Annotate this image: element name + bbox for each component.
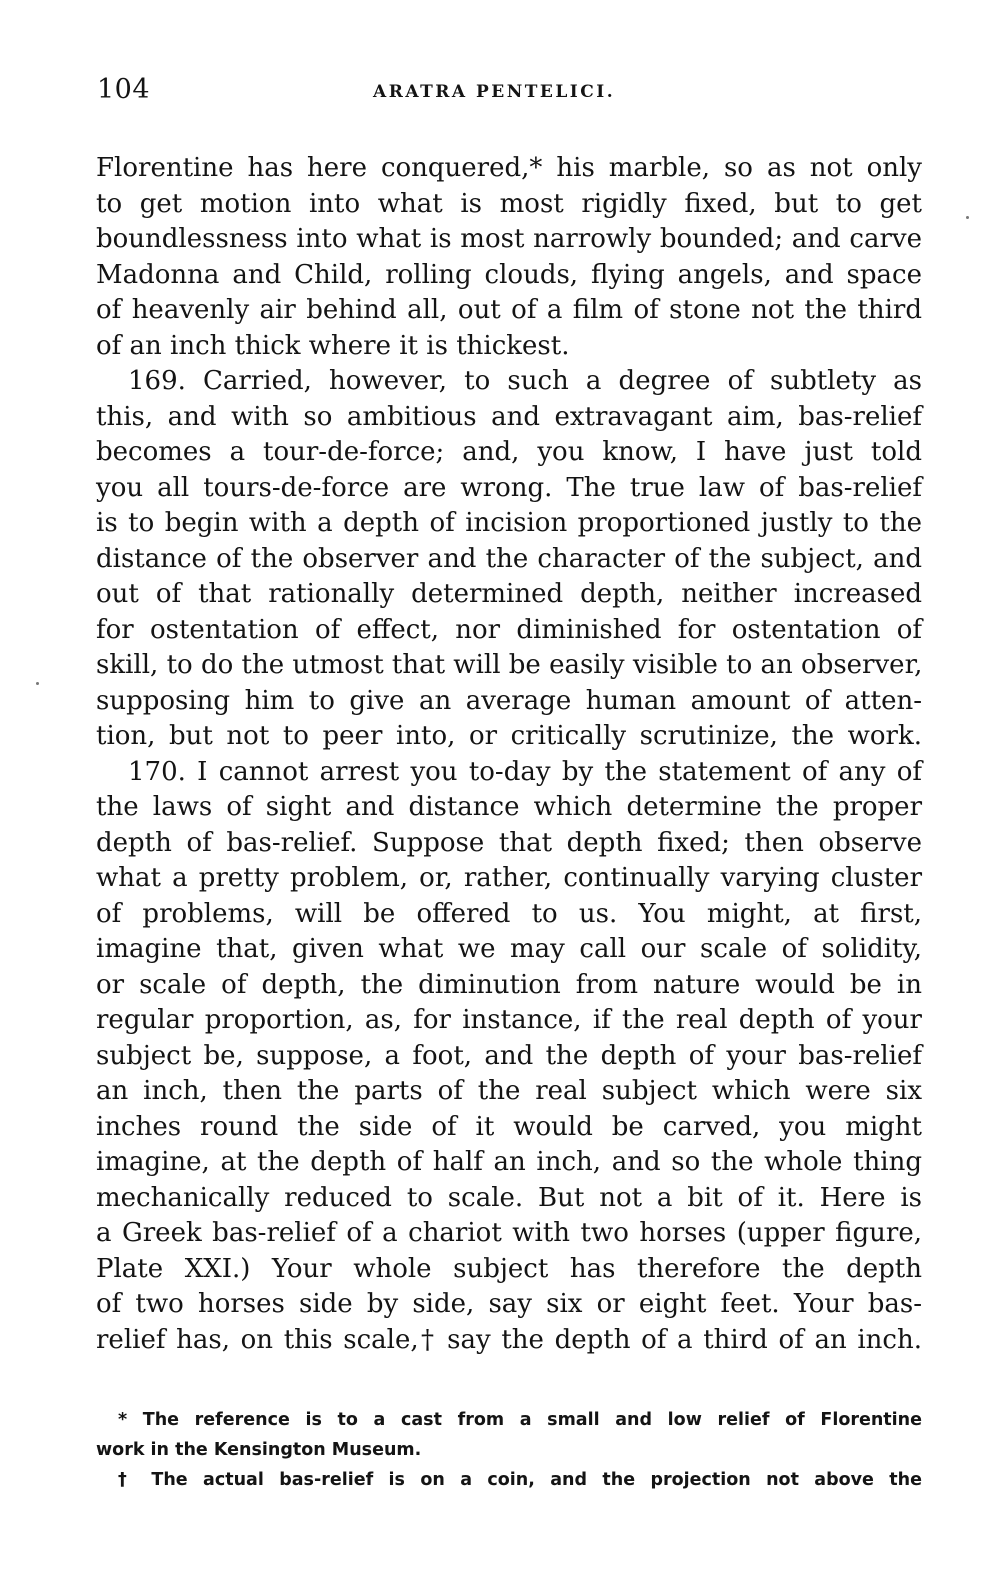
paragraph-170-start: 170. I cannot arrest you to-day by the statement of any of bbox=[128, 756, 922, 787]
text-line: boundlessness into what is most narrowly bounded; and carve bbox=[96, 224, 922, 254]
text-line: tion, but not to peer into, or critically scrutinize, the work. bbox=[96, 721, 922, 751]
text-line: subject be, suppose, a foot, and the depth of your bas-relief bbox=[96, 1040, 922, 1071]
text-line: inches round the side of it would be carved, you might bbox=[96, 1111, 922, 1142]
footnote-dagger: † The actual bas-relief is on a coin, and the projection not above the bbox=[118, 1470, 922, 1490]
text-line: imagine that, given what we may call our scale of solidity, bbox=[96, 934, 922, 964]
page-header bbox=[97, 74, 920, 110]
scan-speck bbox=[36, 682, 39, 685]
text-line: of heavenly air behind all, out of a film of stone not the third bbox=[96, 295, 922, 325]
body-text bbox=[96, 151, 922, 1358]
text-line: the laws of sight and distance which determine the proper bbox=[96, 792, 922, 822]
text-line: of problems, will be offered to us. You might, at first, bbox=[96, 898, 922, 929]
footnotes bbox=[96, 1405, 922, 1495]
text-line: an inch, then the parts of the real subject which were six bbox=[96, 1076, 922, 1106]
text-line: relief has, on this scale,† say the depth of a third of an inch. bbox=[96, 1324, 922, 1355]
text-line: becomes a tour-de-force; and, you know, I have just told bbox=[96, 437, 922, 467]
text-line: regular proportion, as, for instance, if the real depth of your bbox=[96, 1005, 922, 1035]
running-title: ARATRA PENTELICI. bbox=[373, 82, 616, 102]
text-line: of two horses side by side, say six or eight feet. Your bas- bbox=[96, 1289, 922, 1319]
text-line: Madonna and Child, rolling clouds, flying angels, and space bbox=[96, 259, 922, 290]
footnote-line: work in the Kensington Museum. bbox=[96, 1440, 422, 1460]
text-line: is to begin with a depth of incision proportioned justly to the bbox=[96, 508, 922, 538]
text-line: for ostentation of effect, nor diminished for ostentation of bbox=[96, 614, 922, 645]
text-line: mechanically reduced to scale. But not a bit of it. Here is bbox=[96, 1182, 922, 1213]
text-line: distance of the observer and the character of the subject, and bbox=[96, 543, 922, 574]
text-line: Plate XXI.) Your whole subject has therefore the depth bbox=[96, 1253, 922, 1284]
text-line: a Greek bas-relief of a chariot with two horses (upper figure, bbox=[96, 1218, 922, 1248]
text-line: what a pretty problem, or, rather, continually varying cluster bbox=[96, 863, 922, 893]
text-line: depth of bas-relief. Suppose that depth fixed; then observe bbox=[96, 827, 922, 858]
text-line: you all tours-de-force are wrong. The true law of bas-relief bbox=[96, 472, 922, 503]
text-line: this, and with so ambitious and extravagant aim, bas-relief bbox=[96, 401, 922, 432]
page-number: 104 bbox=[97, 74, 151, 105]
scan-speck bbox=[966, 216, 969, 219]
text-line: or scale of depth, the diminution from nature would be in bbox=[96, 969, 922, 1000]
text-line: of an inch thick where it is thickest. bbox=[96, 330, 570, 361]
text-line: to get motion into what is most rigidly fixed, but to get bbox=[96, 188, 922, 219]
text-line: Florentine has here conquered,* his marble, so as not only bbox=[96, 153, 922, 183]
text-line: out of that rationally determined depth, neither increased bbox=[96, 579, 922, 609]
footnote-asterisk: * The reference is to a cast from a small and low relief of Florentine bbox=[118, 1410, 922, 1430]
text-line: imagine, at the depth of half an inch, and so the whole thing bbox=[96, 1147, 922, 1177]
paragraph-169-start: 169. Carried, however, to such a degree of subtlety as bbox=[128, 366, 922, 396]
text-line: supposing him to give an average human amount of atten- bbox=[96, 685, 922, 716]
text-line: skill, to do the utmost that will be easily visible to an observer, bbox=[96, 650, 923, 680]
